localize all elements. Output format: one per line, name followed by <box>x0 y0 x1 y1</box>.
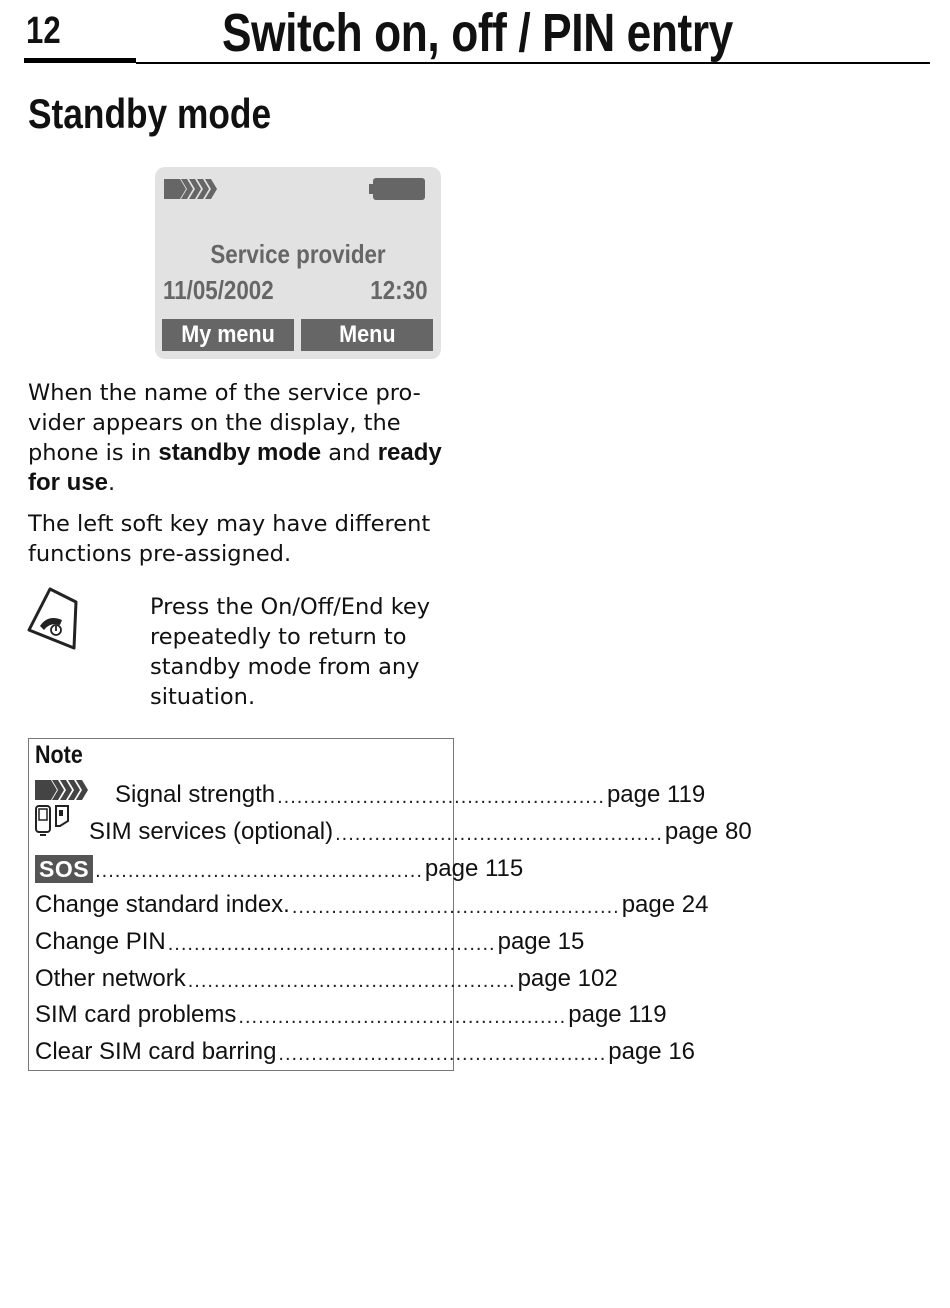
phone-display <box>155 167 441 359</box>
note-row-label: Signal strength <box>115 781 276 808</box>
note-row-label: SIM services (optional) <box>89 818 334 845</box>
section-heading: Standby mode <box>28 90 272 137</box>
sos-icon: SOS <box>35 855 93 883</box>
note-row: Clear SIM card barring .................................................. page 16 <box>35 1038 696 1065</box>
note-row-page[interactable]: page 15 <box>497 928 585 955</box>
softkey-my-menu-label: My menu <box>181 321 275 348</box>
note-row: Signal strength .................................................. page 119 <box>35 777 439 809</box>
page-number: 12 <box>26 10 61 52</box>
note-row-label: SIM card problems <box>35 1001 237 1028</box>
end-key-instruction: Press the On/Off/End key repeatedly to return to standby mode from any situation. <box>150 594 431 710</box>
note-row: Change standard index. .................................................. page 24 <box>35 891 709 918</box>
note-row-page[interactable]: page 115 <box>424 855 524 882</box>
time-label: 12:30 <box>369 275 427 305</box>
sim-services-icon <box>35 805 71 846</box>
signal-strength-icon <box>164 177 222 206</box>
note-row-page[interactable]: page 16 <box>608 1038 696 1065</box>
note-row-page[interactable]: page 24 <box>621 891 709 918</box>
note-row: SOS .................................................. page 115 <box>35 851 439 883</box>
note-row-label: Clear SIM card barring <box>35 1038 277 1065</box>
note-row-page[interactable]: page 102 <box>517 965 618 992</box>
battery-icon <box>369 178 425 205</box>
page-title: Switch on, off / PIN entry <box>222 3 733 63</box>
softkey-description: The left soft key may have different functions pre-assigned. <box>28 511 431 567</box>
date-label: 11/05/2002 <box>163 275 274 305</box>
note-row: Change PIN .................................................. page 15 <box>35 928 585 955</box>
note-row-label: Change standard index. <box>35 891 290 918</box>
note-row-label: Change PIN <box>35 928 166 955</box>
note-box <box>28 738 752 1071</box>
note-title: Note <box>35 741 83 769</box>
note-row-label: Other network <box>35 965 186 992</box>
page-number-underline <box>24 58 136 63</box>
on-off-end-key-icon <box>26 586 80 657</box>
softkey-menu-label: Menu <box>338 321 396 348</box>
note-row-page[interactable]: page 80 <box>664 818 752 845</box>
note-row: Other network .................................................. page 102 <box>35 965 618 992</box>
note-row-page[interactable]: page 119 <box>568 1001 667 1028</box>
note-row: SIM services (optional) .................................................. page 80 <box>35 814 439 846</box>
softkey-my-menu[interactable] <box>162 319 294 351</box>
service-provider-label: Service provider <box>210 239 386 269</box>
note-row-page[interactable]: page 119 <box>606 781 706 808</box>
standby-description: When the name of the service pro-vider appears on the display, the phone is in standby mode and ready for use. <box>28 380 442 496</box>
note-row: SIM card problems .................................................. page 119 <box>35 1001 667 1028</box>
softkey-menu[interactable] <box>301 319 433 351</box>
